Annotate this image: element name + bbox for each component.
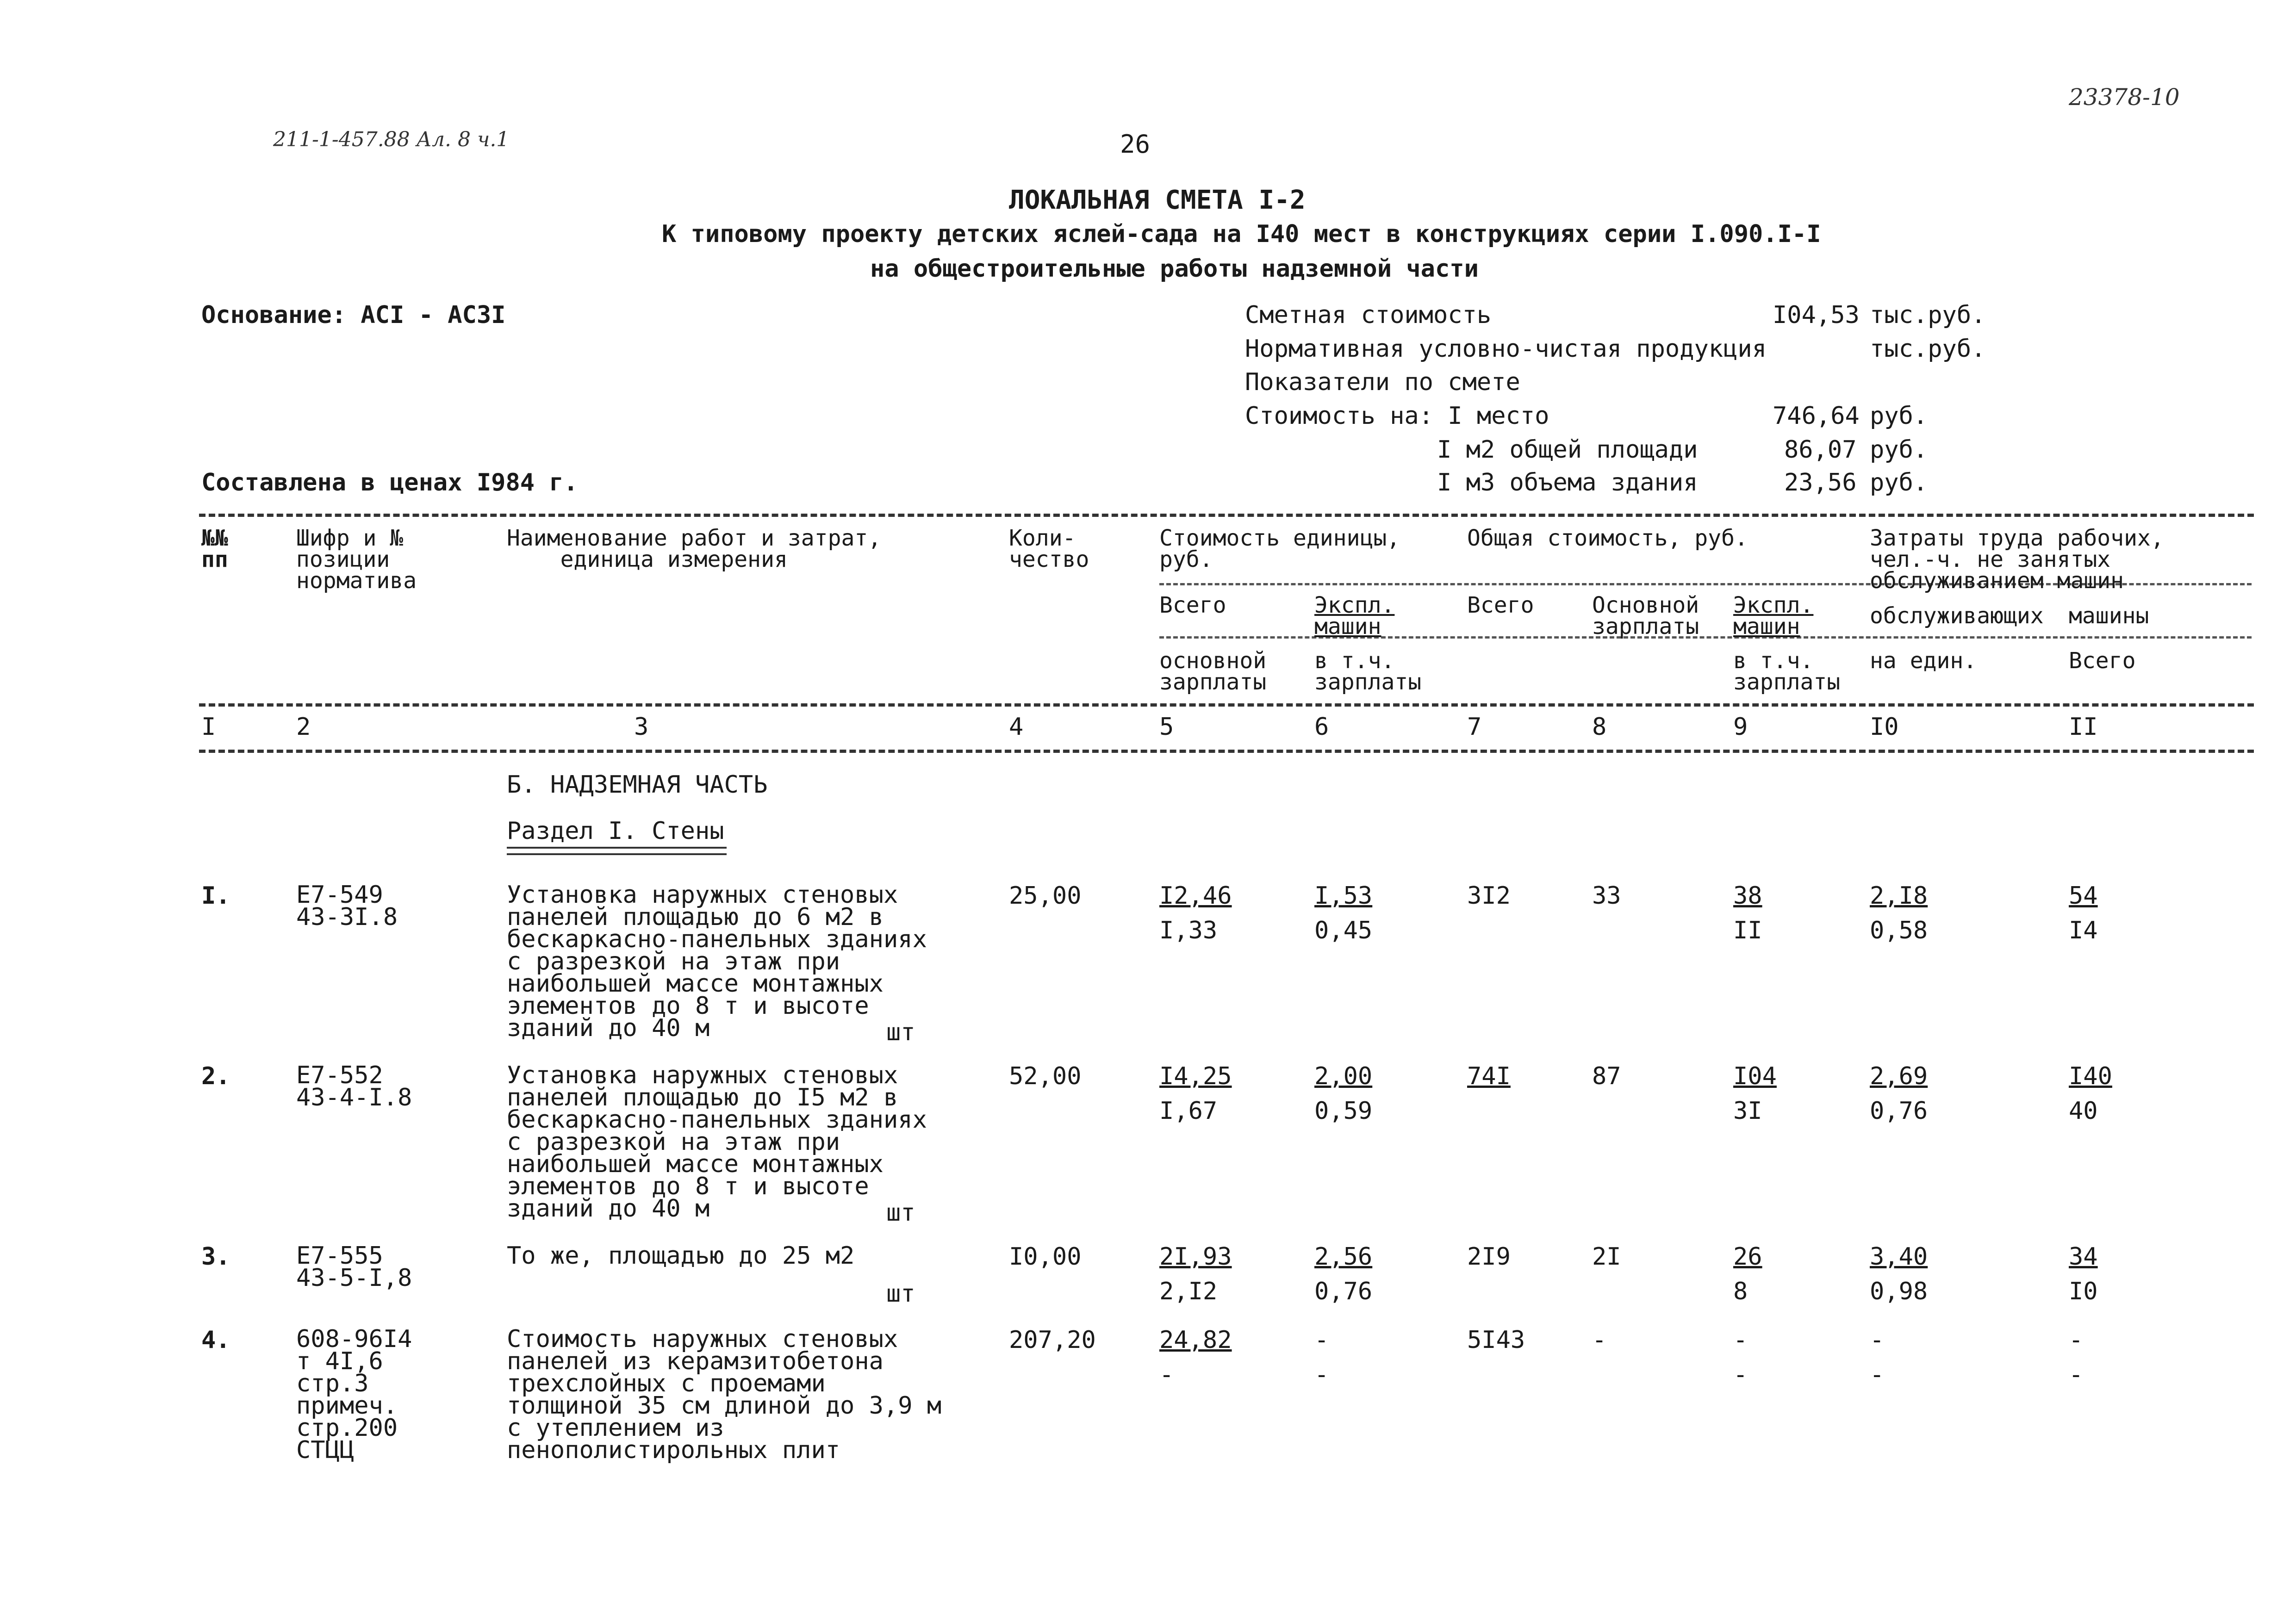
row-labor-total: 34 (2069, 1243, 2098, 1271)
col-header-11a: машины (2069, 603, 2149, 629)
row-unit-cost-total: 2I,93 (1159, 1243, 1232, 1271)
row-labor-total-machine: - (2069, 1361, 2084, 1389)
col-header-unit-cost: Стоимость единицы, руб. (1159, 525, 1400, 572)
row-total-wage: - (1592, 1326, 1607, 1354)
estimate-subtitle-2: на общестроительные работы надземной части (870, 255, 1479, 283)
row-number: I. (201, 882, 230, 910)
row-unit-cost-total: I4,25 (1159, 1062, 1232, 1090)
estimate-title: ЛОКАЛЬНАЯ СМЕТА I-2 (1009, 185, 1306, 215)
row-code: Е7-549 43-3I.8 (296, 881, 398, 931)
col-number: I0 (1870, 713, 1899, 741)
row-labor-total: 54 (2069, 882, 2098, 910)
row-description: Стоимость наружных стеновых панелей из керамзитобетона трехслойных с проемами толщиной 35 см длиной до 3,9 м с утеплением из пенополистирольных плит (507, 1325, 942, 1464)
row-total-wage: 33 (1592, 882, 1621, 910)
col-header-labor: Затраты труда рабочих, чел.-ч. не занятых обслуживанием машин (1870, 525, 2164, 594)
document-code-handwritten: 211-1-457.88 Ал. 8 ч.1 (273, 128, 510, 151)
row-labor-total-machine: I4 (2069, 917, 2098, 944)
row-total: 3I2 (1467, 882, 1511, 910)
table-top-rule (199, 514, 2254, 517)
row-code: 608-96I4 т 4I,6 стр.3 примеч. стр.200 СТЦЦ (296, 1325, 412, 1464)
row-total-wage: 87 (1592, 1062, 1621, 1090)
col-header-5b: основной зарплаты (1159, 648, 1267, 695)
row-total-machine: I04 (1733, 1062, 1777, 1090)
row-labor-unit-machine: - (1870, 1361, 1885, 1389)
row-code: Е7-555 43-5-I,8 (296, 1242, 412, 1292)
subsection-underline (507, 847, 727, 855)
row-number: 3. (201, 1243, 230, 1271)
row-unit-machine-wage: 0,76 (1314, 1278, 1373, 1305)
row-code: Е7-552 43-4-I.8 (296, 1061, 412, 1111)
row-total-machine-wage: - (1733, 1361, 1748, 1389)
col-header-11b: Всего (2069, 648, 2136, 674)
row-labor-unit: - (1870, 1326, 1885, 1354)
row-labor-unit-machine: 0,76 (1870, 1097, 1928, 1125)
row-total-machine-wage: II (1733, 917, 1762, 944)
estimated-cost-unit: тыс.руб. (1870, 301, 1986, 329)
row-unit-cost-total: 24,82 (1159, 1326, 1232, 1354)
cost-per-m3-unit: руб. (1870, 469, 1928, 497)
col-header-9a: Экспл. машин (1733, 592, 1814, 639)
row-total-machine-wage: 3I (1733, 1097, 1762, 1125)
col-header-work-name: Наименование работ и затрат, единица измерения (507, 525, 882, 572)
row-total: 2I9 (1467, 1243, 1511, 1271)
row-total: 74I (1467, 1062, 1511, 1090)
row-unit-machine: - (1314, 1326, 1329, 1354)
col-number: 7 (1467, 713, 1482, 741)
row-unit-cost-wage: I,33 (1159, 917, 1218, 944)
col-number: 3 (634, 713, 649, 741)
col-header-5a: Всего (1159, 592, 1226, 618)
cost-per-place-unit: руб. (1870, 402, 1928, 430)
col-header-6a: Экспл. машин (1314, 592, 1395, 639)
row-description: Установка наружных стеновых панелей площадью до I5 м2 в бескаркасно-панельных зданиях с разрезкой на этаж при наибольшей массе монтажных элементов до 8 т и высоте зданий до 40 м (507, 1061, 927, 1223)
page-number: 26 (1120, 130, 1151, 159)
col-header-code: Шифр и № позиции норматива (296, 525, 417, 594)
col-number: 6 (1314, 713, 1329, 741)
row-labor-unit: 2,69 (1870, 1062, 1928, 1090)
row-unit: шт (886, 1199, 915, 1227)
normative-output-unit: тыс.руб. (1870, 335, 1986, 363)
estimate-subtitle-1: К типовому проекту детских яслей-сада на I40 мест в конструкциях серии I.090.I-I (662, 220, 1821, 248)
row-unit-cost-wage: - (1159, 1361, 1174, 1389)
col-header-9b: в т.ч. зарплаты (1733, 648, 1841, 695)
col-header-8: Основной зарплаты (1592, 592, 1699, 639)
col-header-quantity: Коли- чество (1009, 525, 1089, 572)
indicators-label: Показатели по смете (1245, 368, 1520, 396)
row-unit-machine-wage: 0,45 (1314, 917, 1373, 944)
normative-output-label: Нормативная условно-чистая продукция (1245, 335, 1767, 363)
row-labor-unit-machine: 0,98 (1870, 1278, 1928, 1305)
col-number: I (201, 713, 216, 741)
row-total-wage: 2I (1592, 1243, 1621, 1271)
row-labor-total-machine: I0 (2069, 1278, 2098, 1305)
part-heading: Б. НАДЗЕМНАЯ ЧАСТЬ (507, 771, 768, 799)
cost-per-m3-label: I м3 объема здания (1437, 469, 1698, 497)
row-unit-machine: 2,56 (1314, 1243, 1373, 1271)
row-unit-machine: I,53 (1314, 882, 1373, 910)
row-number: 2. (201, 1062, 230, 1090)
row-labor-total-machine: 40 (2069, 1097, 2098, 1125)
row-quantity: I0,00 (1009, 1243, 1082, 1271)
row-unit-machine-wage: - (1314, 1361, 1329, 1389)
cost-per-m2-unit: руб. (1870, 436, 1928, 464)
row-unit-cost-wage: 2,I2 (1159, 1278, 1218, 1305)
row-labor-unit: 2,I8 (1870, 882, 1928, 910)
row-total-machine: 26 (1733, 1243, 1762, 1271)
cost-per-m2-label: I м2 общей площади (1437, 436, 1698, 464)
col-number: 4 (1009, 713, 1024, 741)
row-unit-machine-wage: 0,59 (1314, 1097, 1373, 1125)
cost-per-m2-value: 86,07 (1784, 436, 1857, 464)
col-number: 9 (1733, 713, 1748, 741)
column-numbers-rule (199, 750, 2254, 753)
cost-per-m3-value: 23,56 (1784, 469, 1857, 497)
row-total-machine-wage: 8 (1733, 1278, 1748, 1305)
col-number: 2 (296, 713, 311, 741)
col-header-total-cost: Общая стоимость, руб. (1467, 525, 1748, 551)
row-number: 4. (201, 1326, 230, 1354)
estimated-cost-value: I04,53 (1773, 301, 1860, 329)
row-quantity: 207,20 (1009, 1326, 1096, 1354)
col-number: II (2069, 713, 2098, 741)
basis-label: Основание: АСI - АС3I (201, 301, 506, 329)
row-unit-cost-total: I2,46 (1159, 882, 1232, 910)
estimated-cost-label: Сметная стоимость (1245, 301, 1492, 329)
cost-per-place-value: 746,64 (1773, 402, 1860, 430)
row-total-machine: - (1733, 1326, 1748, 1354)
col-header-6b: в т.ч. зарплаты (1314, 648, 1422, 695)
col-number: 5 (1159, 713, 1174, 741)
row-total: 5I43 (1467, 1326, 1525, 1354)
row-labor-unit: 3,40 (1870, 1243, 1928, 1271)
row-unit: шт (886, 1018, 915, 1046)
row-unit-machine: 2,00 (1314, 1062, 1373, 1090)
row-quantity: 25,00 (1009, 882, 1082, 910)
col-header-7: Всего (1467, 592, 1534, 618)
col-header-10b: на един. (1870, 648, 1977, 674)
row-labor-total: - (2069, 1326, 2084, 1354)
col-header-10a: обслуживающих (1870, 603, 2044, 629)
row-labor-unit-machine: 0,58 (1870, 917, 1928, 944)
row-description: Установка наружных стеновых панелей площадью до 6 м2 в бескаркасно-панельных зданиях с разрезкой на этаж при наибольшей массе монтажных элементов до 8 т и высоте зданий до 40 м (507, 881, 927, 1042)
row-total-machine: 38 (1733, 882, 1762, 910)
col-number: 8 (1592, 713, 1607, 741)
header-bottom-rule (199, 703, 2254, 707)
cost-per-place-label: Стоимость на: I место (1245, 402, 1549, 430)
row-description: То же, площадью до 25 м2 (507, 1242, 855, 1270)
archive-stamp-handwritten: 23378-10 (2069, 84, 2180, 111)
col-header-number: №№ пп (201, 525, 228, 572)
row-labor-total: I40 (2069, 1062, 2112, 1090)
subsection-heading: Раздел I. Стены (507, 817, 724, 845)
row-quantity: 52,00 (1009, 1062, 1082, 1090)
row-unit-cost-wage: I,67 (1159, 1097, 1218, 1125)
prices-year: Составлена в ценах I984 г. (201, 469, 578, 497)
row-unit: шт (886, 1280, 915, 1308)
